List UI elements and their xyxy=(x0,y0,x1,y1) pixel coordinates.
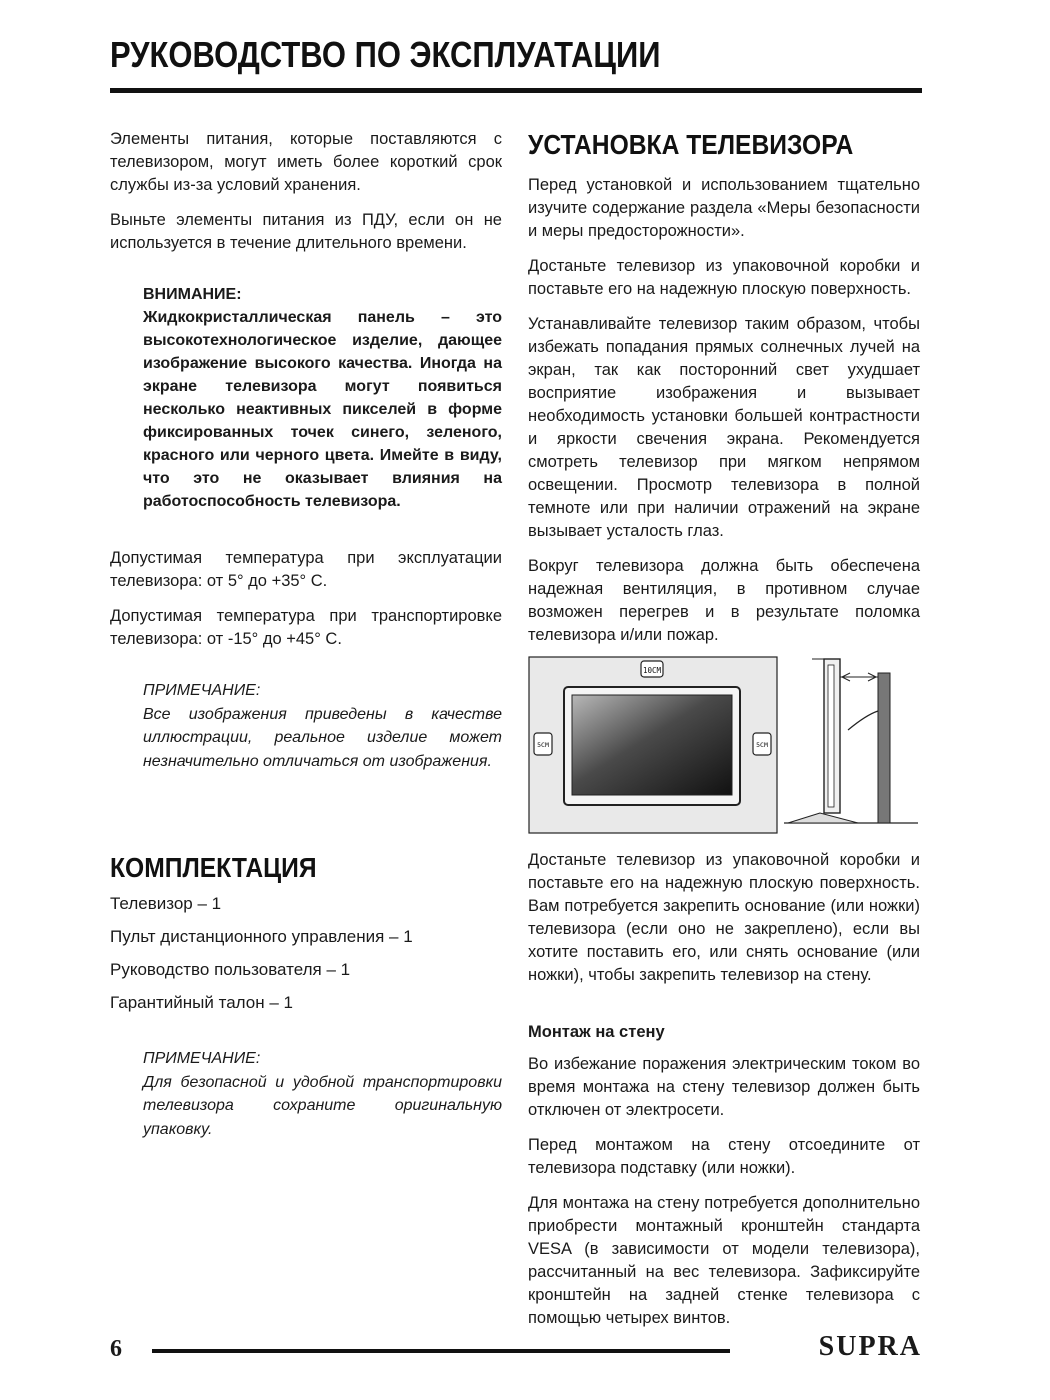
installation-title: УСТАНОВКА ТЕЛЕВИЗОРА xyxy=(528,129,854,160)
note-label: ПРИМЕЧАНИЕ: xyxy=(143,682,261,699)
note-label: ПРИМЕЧАНИЕ: xyxy=(143,1050,261,1067)
left-column xyxy=(110,128,502,1141)
ventilation-paragraph: Вокруг телевизора должна быть обеспечена надежная вентиляция, в противном случае возможен перегрев и в результате поломка телевизора и/или пожар. xyxy=(528,557,920,644)
note-packaging xyxy=(143,1047,502,1141)
wall-stand-paragraph: Перед монтажом на стену отсоедините от телевизора подставку (или ножки). xyxy=(528,1136,920,1177)
unpack-paragraph: Достаньте телевизор из упаковочной коробки и поставьте его на надежную плоскую поверхность. xyxy=(528,257,920,298)
wall-bracket-paragraph: Для монтажа на стену потребуется дополнительно приобрести монтажный кронштейн стандарта VESA (в зависимости от модели телевизора), рассчитанный на вес телевизора. Зафиксируйте кронштейн на задней стенке телевизора с помощью четырех винтов. xyxy=(528,1194,920,1327)
operating-temperature: Допустимая температура при эксплуатации телевизора: от 5° до +35° С. xyxy=(110,549,502,590)
note-illustrations xyxy=(143,679,502,773)
right-clearance-label: 5CM xyxy=(756,741,768,749)
right-column xyxy=(528,128,920,1342)
placement-paragraph: Устанавливайте телевизор таким образом, чтобы избежать попадания прямых солнечных лучей на экран, так как посторонний свет ухудшает восприятие изображения и вызывает необходимость установки большей контрастности и яркости свечения экрана. Рекомендуется смотреть телевизор при мягком непрямом освещении. Просмотр телевизора в полной темноте или при наличии отражений на экране вызывает усталость глаз. xyxy=(528,315,920,540)
kit-item: Руководство пользователя – 1 xyxy=(110,960,351,979)
warning-text: Жидкокристаллическая панель – это высокотехнологическое изделие, дающее изображение высокого качества. Иногда на экране телевизора могут появиться несколько неактивных пикселей в форме фиксированных точек синего, зеленого, красного или черного цвета. Имейте в виду, что это не оказывает влияния на работоспособность телевизора. xyxy=(143,309,502,510)
ventilation-diagram xyxy=(528,655,920,835)
batteries-paragraph: Элементы питания, которые поставляются с телевизором, могут иметь более короткий срок службы из-за условий хранения. xyxy=(110,130,502,194)
brand-logo: SUPRA xyxy=(818,1331,922,1362)
title-rule xyxy=(110,88,922,93)
tv-side-view-icon xyxy=(784,659,918,823)
wall-power-paragraph: Во избежание поражения электрическим током во время монтажа на стену телевизор должен быть отключен от электросети. xyxy=(528,1055,920,1119)
footer-rule xyxy=(152,1349,730,1353)
note-text: Все изображения приведены в качестве иллюстрации, реальное изделие может незначительно отличаться от изображения. xyxy=(143,705,502,770)
warning-label: ВНИМАНИЕ: xyxy=(143,286,242,303)
clearance-left-badge xyxy=(534,733,552,755)
remove-batteries-paragraph: Выньте элементы питания из ПДУ, если он не используется в течение длительного времени. xyxy=(110,211,502,252)
left-clearance-label: 5CM xyxy=(537,741,549,749)
clearance-right-badge xyxy=(753,733,771,755)
wall-mount-heading: Монтаж на стену xyxy=(528,1023,665,1041)
top-clearance-label: 10CM xyxy=(642,666,662,675)
transport-temperature: Допустимая температура при транспортировке телевизора: от -15° до +45° С. xyxy=(110,607,502,648)
clearance-top-badge xyxy=(641,661,663,677)
warning-block xyxy=(143,283,502,513)
kit-title: КОМПЛЕКТАЦИЯ xyxy=(110,852,317,883)
page-title: РУКОВОДСТВО ПО ЭКСПЛУАТАЦИИ xyxy=(110,34,661,75)
note-text: Для безопасной и удобной транспортировки телевизора сохраните оригинальную упаковку. xyxy=(143,1073,502,1138)
ventilation-figure xyxy=(528,655,920,835)
safety-paragraph: Перед установкой и использованием тщательно изучите содержание раздела «Меры безопасности и меры предосторожности». xyxy=(528,176,920,240)
kit-list xyxy=(110,887,502,1019)
kit-item: Пульт дистанционного управления – 1 xyxy=(110,927,413,946)
page-number: 6 xyxy=(110,1336,122,1362)
kit-item: Телевизор – 1 xyxy=(110,894,222,913)
kit-item: Гарантийный талон – 1 xyxy=(110,993,293,1012)
stand-paragraph: Достаньте телевизор из упаковочной коробки и поставьте его на надежную плоскую поверхность. Вам потребуется закрепить основание (или ножки) телевизора (если оно не закреплено), если вы хотите поставить его, или снять основание (или ножки), чтобы закрепить телевизор на стену. xyxy=(528,851,920,984)
